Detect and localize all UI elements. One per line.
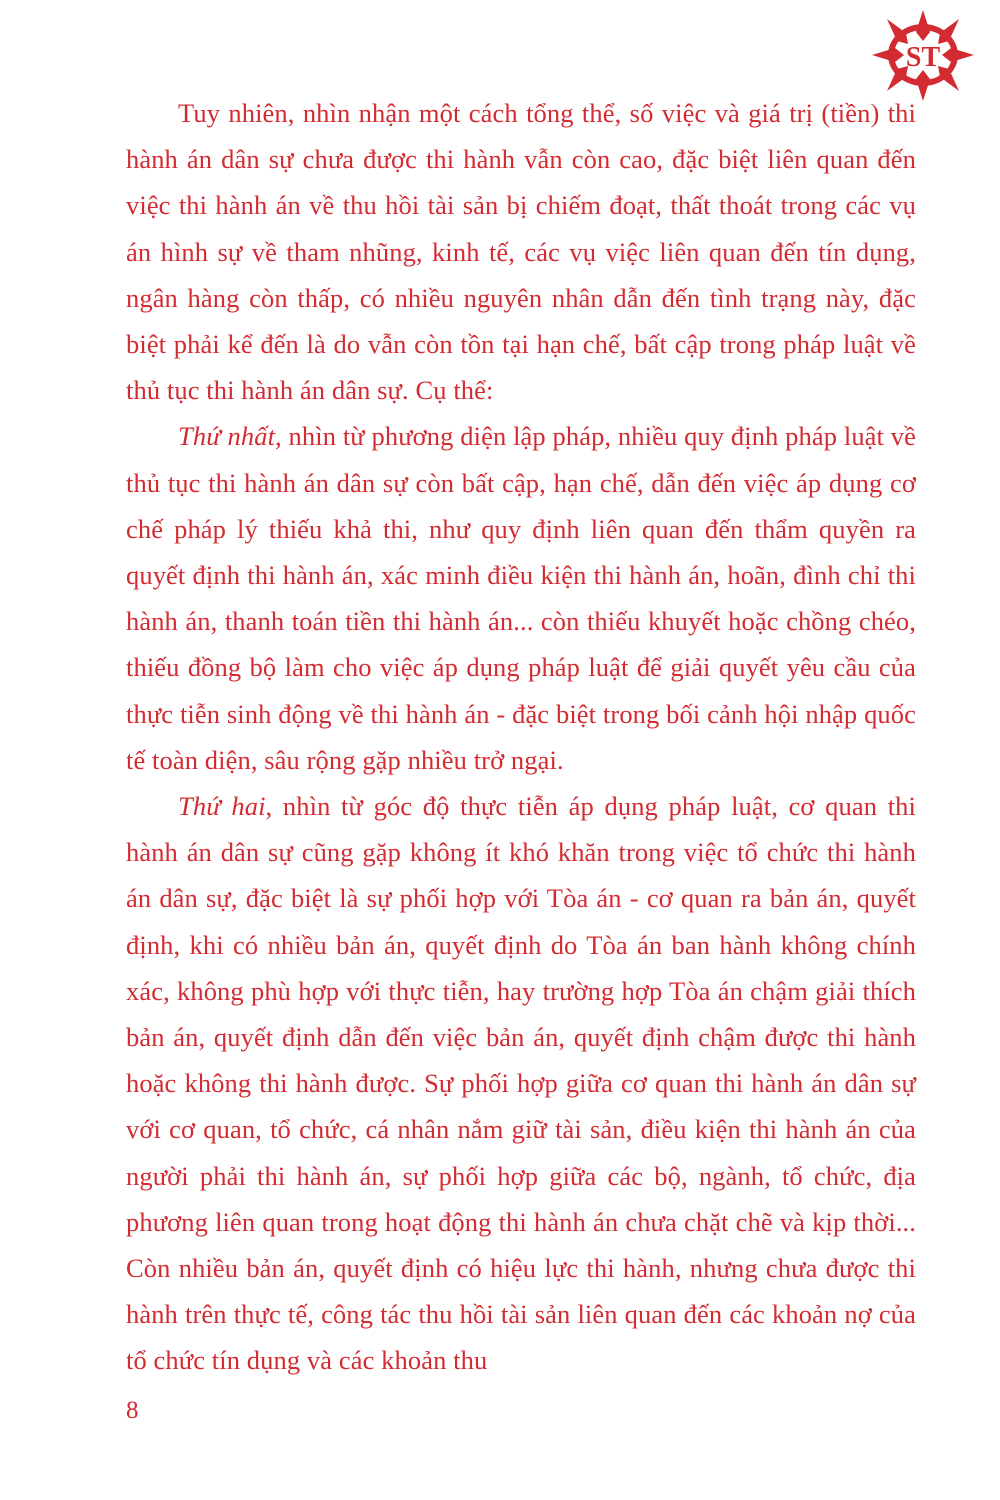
paragraph-1 <box>126 90 916 413</box>
paragraph-1-text: Tuy nhiên, nhìn nhận một cách tổng thể, số việc và giá trị (tiền) thi hành án dân sự chưa được thi hành vẫn còn cao, đặc biệt liên quan đến việc thi hành án về thu hồi tài sản bị chiếm đoạt, thất thoát trong các vụ án hình sự về tham nhũng, kinh tế, các vụ việc liên quan đến tín dụng, ngân hàng còn thấp, có nhiều nguyên nhân dẫn đến tình trạng này, đặc biệt phải kể đến là do vẫn còn tồn tại hạn chế, bất cập trong pháp luật về thủ tục thi hành án dân sự. Cụ thể: <box>126 98 916 406</box>
star-burst-emblem-icon <box>868 8 978 103</box>
body-text <box>126 90 916 1384</box>
paragraph-3-text: , nhìn từ góc độ thực tiễn áp dụng pháp luật, cơ quan thi hành án dân sự cũng gặp không ít khó khăn trong việc tổ chức thi hành án dân sự, đặc biệt là sự phối hợp với Tòa án - cơ quan ra bản án, quyết định, khi có nhiều bản án, quyết định do Tòa án ban hành không chính xác, không phù hợp với thực tiễn, hay trường hợp Tòa án chậm giải thích bản án, quyết định dẫn đến việc bản án, quyết định chậm được thi hành hoặc không thi hành được. Sự phối hợp giữa cơ quan thi hành án dân sự với cơ quan, tổ chức, cá nhân nắm giữ tài sản, điều kiện thi hành án của người phải thi hành án, sự phối hợp giữa các bộ, ngành, tổ chức, địa phương liên quan trong hoạt động thi hành án chưa chặt chẽ và kịp thời... Còn nhiều bản án, quyết định có hiệu lực thi hành, nhưng chưa được thi hành trên thực tế, công tác thu hồi tài sản liên quan đến các khoản nợ của tổ chức tín dụng và các khoản thu <box>126 791 916 1376</box>
paragraph-2-text: , nhìn từ phương diện lập pháp, nhiều quy định pháp luật về thủ tục thi hành án dân sự còn bất cập, hạn chế, dẫn đến việc áp dụng cơ chế pháp lý thiếu khả thi, như quy định liên quan đến thẩm quyền ra quyết định thi hành án, xác minh điều kiện thi hành án, hoãn, đình chỉ thi hành án, thanh toán tiền thi hành án... còn thiếu khuyết hoặc chồng chéo, thiếu đồng bộ làm cho việc áp dụng pháp luật để giải quyết yêu cầu của thực tiễn sinh động về thi hành án - đặc biệt trong bối cảnh hội nhập quốc tế toàn diện, sâu rộng gặp nhiều trở ngại. <box>126 421 916 775</box>
paragraph-2-lead: Thứ nhất <box>178 421 276 452</box>
page-number: 8 <box>126 1397 139 1424</box>
paragraph-3 <box>126 783 916 1384</box>
paragraph-2 <box>126 413 916 783</box>
paragraph-3-lead: Thứ hai <box>178 791 266 822</box>
svg-text:ST: ST <box>905 42 941 73</box>
